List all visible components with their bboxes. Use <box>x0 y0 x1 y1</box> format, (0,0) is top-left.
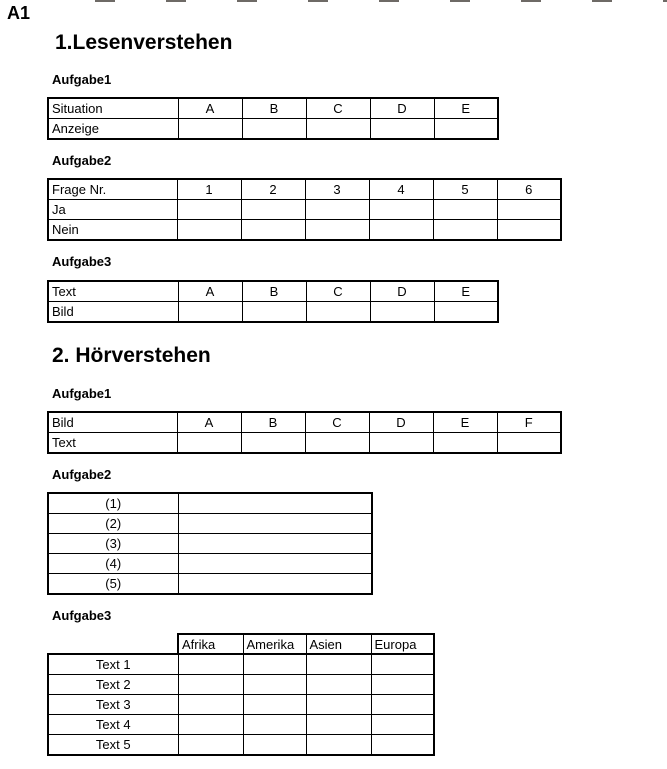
answer-cell <box>177 200 241 220</box>
answer-cell <box>178 514 372 534</box>
column-header-cell: A <box>178 98 242 119</box>
table-row <box>48 220 561 241</box>
row-label-cell: Text 1 <box>48 654 178 675</box>
row-label-cell: Text 4 <box>48 715 178 735</box>
row-label-cell: Bild <box>48 412 177 433</box>
column-header-cell: E <box>434 98 498 119</box>
section-2-title: 2. Hörverstehen <box>52 344 211 367</box>
column-header-cell: B <box>242 281 306 302</box>
table-row <box>48 574 372 595</box>
answer-cell <box>178 302 242 323</box>
column-header-cell: Afrika <box>178 634 243 654</box>
section2-task3-table <box>47 653 435 756</box>
answer-cell <box>497 200 561 220</box>
table-row <box>48 735 434 756</box>
answer-cell <box>369 200 433 220</box>
answer-cell <box>178 534 372 554</box>
answer-cell <box>370 119 434 140</box>
column-header-cell: D <box>369 412 433 433</box>
section1-task2-table <box>47 178 562 241</box>
answer-cell <box>243 695 306 715</box>
answer-cell <box>306 302 370 323</box>
answer-cell <box>433 200 497 220</box>
answer-cell <box>178 574 372 595</box>
column-header-cell: C <box>306 98 370 119</box>
row-label-cell: Anzeige <box>48 119 178 140</box>
answer-cell <box>178 654 243 675</box>
table-row <box>48 200 561 220</box>
answer-cell <box>306 119 370 140</box>
answer-cell <box>178 735 243 756</box>
row-label-cell: Situation <box>48 98 178 119</box>
table-row <box>48 534 372 554</box>
section2-task1-table <box>47 411 562 454</box>
answer-cell <box>434 119 498 140</box>
section1-task3-table <box>47 280 499 323</box>
table-row <box>48 302 498 323</box>
column-header-cell: Asien <box>306 634 371 654</box>
section2-task3-label: Aufgabe3 <box>52 608 112 623</box>
table-row <box>48 554 372 574</box>
answer-cell <box>241 433 305 454</box>
answer-cell <box>371 715 434 735</box>
row-label-cell: Text 5 <box>48 735 178 756</box>
row-label-cell: Text 3 <box>48 695 178 715</box>
table-row <box>48 433 561 454</box>
section-1-title: 1.Lesenverstehen <box>55 31 233 54</box>
table-row <box>48 98 498 119</box>
level-label: A1 <box>7 3 31 23</box>
column-header-cell: A <box>177 412 241 433</box>
table-row <box>48 715 434 735</box>
column-header-cell: Amerika <box>243 634 306 654</box>
row-label-cell: Bild <box>48 302 178 323</box>
answer-cell <box>243 675 306 695</box>
answer-cell <box>178 715 243 735</box>
column-header-cell: B <box>241 412 305 433</box>
answer-cell <box>306 735 371 756</box>
table-row <box>48 514 372 534</box>
answer-cell <box>178 554 372 574</box>
answer-cell <box>369 433 433 454</box>
table-row <box>48 179 561 200</box>
answer-cell <box>241 200 305 220</box>
section1-task3-label: Aufgabe3 <box>52 254 112 269</box>
answer-cell <box>305 220 369 241</box>
table-row <box>48 493 372 514</box>
column-header-cell: F <box>497 412 561 433</box>
answer-cell <box>178 493 372 514</box>
row-label-cell: Frage Nr. <box>48 179 177 200</box>
column-header-cell: B <box>242 98 306 119</box>
column-header-cell: E <box>433 412 497 433</box>
answer-cell <box>177 220 241 241</box>
row-label-cell: Text <box>48 433 177 454</box>
answer-cell <box>370 302 434 323</box>
answer-cell <box>305 200 369 220</box>
column-header-cell: C <box>305 412 369 433</box>
answer-cell <box>306 715 371 735</box>
section2-task1-label: Aufgabe1 <box>52 386 112 401</box>
answer-cell <box>306 654 371 675</box>
column-header-cell: D <box>370 98 434 119</box>
answer-cell <box>242 119 306 140</box>
section2-task2-label: Aufgabe2 <box>52 467 112 482</box>
answer-cell <box>371 735 434 756</box>
section2-task3-header <box>177 633 435 654</box>
answer-cell <box>243 715 306 735</box>
answer-cell <box>241 220 305 241</box>
answer-cell <box>242 302 306 323</box>
column-header-cell: Europa <box>371 634 434 654</box>
section2-task2-table <box>47 492 373 595</box>
answer-cell <box>371 654 434 675</box>
answer-cell <box>178 119 242 140</box>
row-label-cell: (2) <box>48 514 178 534</box>
column-header-cell: A <box>178 281 242 302</box>
answer-cell <box>178 695 243 715</box>
answer-cell <box>243 654 306 675</box>
answer-cell <box>305 433 369 454</box>
column-header-cell: 6 <box>497 179 561 200</box>
section1-task1-label: Aufgabe1 <box>52 72 112 87</box>
column-header-cell: 2 <box>241 179 305 200</box>
column-header-cell: E <box>434 281 498 302</box>
section1-task2-label: Aufgabe2 <box>52 153 112 168</box>
table-row <box>48 695 434 715</box>
row-label-cell: (5) <box>48 574 178 595</box>
column-header-cell: C <box>306 281 370 302</box>
answer-cell <box>371 695 434 715</box>
table-row <box>178 634 434 654</box>
column-header-cell: 5 <box>433 179 497 200</box>
column-header-cell: 4 <box>369 179 433 200</box>
answer-cell <box>371 675 434 695</box>
table-row <box>48 281 498 302</box>
answer-cell <box>177 433 241 454</box>
column-header-cell: 3 <box>305 179 369 200</box>
answer-cell <box>497 433 561 454</box>
row-label-cell: Nein <box>48 220 177 241</box>
answer-cell <box>369 220 433 241</box>
row-label-cell: (1) <box>48 493 178 514</box>
answer-cell <box>243 735 306 756</box>
row-label-cell: Ja <box>48 200 177 220</box>
answer-cell <box>306 695 371 715</box>
answer-cell <box>434 302 498 323</box>
row-label-cell: Text <box>48 281 178 302</box>
row-label-cell: (4) <box>48 554 178 574</box>
row-label-cell: (3) <box>48 534 178 554</box>
section1-task1-table <box>47 97 499 140</box>
answer-cell <box>306 675 371 695</box>
cropped-top-edge-artifact <box>95 0 667 2</box>
answer-cell <box>178 675 243 695</box>
column-header-cell: 1 <box>177 179 241 200</box>
answer-cell <box>433 220 497 241</box>
answer-cell <box>433 433 497 454</box>
table-row <box>48 675 434 695</box>
table-row <box>48 119 498 140</box>
row-label-cell: Text 2 <box>48 675 178 695</box>
table-row <box>48 654 434 675</box>
column-header-cell: D <box>370 281 434 302</box>
answer-cell <box>497 220 561 241</box>
table-row <box>48 412 561 433</box>
